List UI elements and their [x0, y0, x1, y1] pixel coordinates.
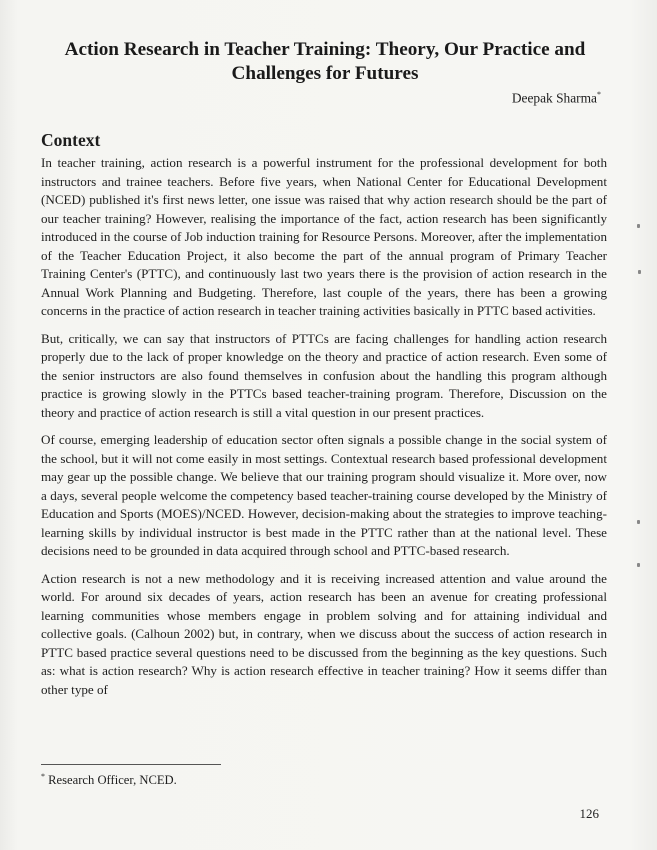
scan-mark: [637, 224, 640, 228]
paragraph: Action research is not a new methodology and it is receiving increased attention and value around the world. For around six decades of years, action research has been an avenue for creating professional learning communities whose members engage in problem solving and for attaining individual and collective goals. (Calhoun 2002) but, in contrary, when we discuss about the success of action research in PTTC based practice several questions need to be discussed from the beginning as the key questions. Such as: what is action research? Why is action research effective in teacher training? How it seems differ than other type of: [41, 570, 607, 697]
paragraph: In teacher training, action research is a powerful instrument for the professional development for both instructors and trainee teachers. Before five years, when National Center for Educational Development (NCED) published it's first news letter, one issue was raised that why action research should be the part of our teacher training? However, realising the importance of the fact, action research has been significantly introduced in the course of Job induction training for Resource Persons. Moreover, after the implementation of the Teacher Education Project, it also become the part of the annual program of Primary Teacher Training Center's (PTTC), and continuously last two years there is the provision of action research in the Annual Work Planning and Budgeting. Therefore, last couple of the years, there has been a growing concerns in the practice of action research in teacher training activities basically in PTTC based activities.: [41, 155, 607, 318]
scan-mark: [637, 563, 640, 567]
footnote-divider: [41, 764, 221, 765]
scan-mark: [637, 520, 640, 524]
section-heading: Context: [41, 130, 101, 150]
paragraph: Of course, emerging leadership of education sector often signals a possible change in the social system of the school, but it will not come easily in most settings. Contextual research based professional development may gear up the possible change. We believe that our training program should visualize it. More over, now a days, several people welcome the competency based teacher-training course developed by the Ministry of Education and Sports (MOES)/NCED. However, decision-making about the strategies to improve teaching-learning skills by individual instructor is best made in the PTTC rather than at the national level. These decisions need to be grounded in data acquired through school and PTTC-based research.: [41, 432, 607, 558]
author-name: Deepak Sharma: [511, 90, 597, 106]
body-text: [41, 154, 607, 708]
title-line-1: Action Research in Teacher Training: Theory, Our Practice and: [64, 39, 586, 60]
author-footnote-marker: *: [597, 90, 601, 99]
footnote-marker: *: [41, 772, 45, 781]
page-number: 126: [579, 806, 599, 821]
scan-mark: [638, 270, 641, 274]
footnote: [41, 772, 177, 788]
paper-title: [40, 38, 610, 86]
paragraph: But, critically, we can say that instructors of PTTCs are facing challenges for handling action research properly due to the lack of proper knowledge on the theory and practice of action research. Even some of the senior instructors are also found themselves in confusion about the handling this program although practice is growing slowly in the PTTCs based teacher-training program. Therefore, Discussion on the theory and practice of action research is still a vital question in our present practices.: [41, 330, 607, 420]
footnote-text: Research Officer, NCED.: [48, 773, 177, 788]
title-line-2: Challenges for Futures: [231, 63, 419, 84]
author-byline: [512, 90, 601, 106]
